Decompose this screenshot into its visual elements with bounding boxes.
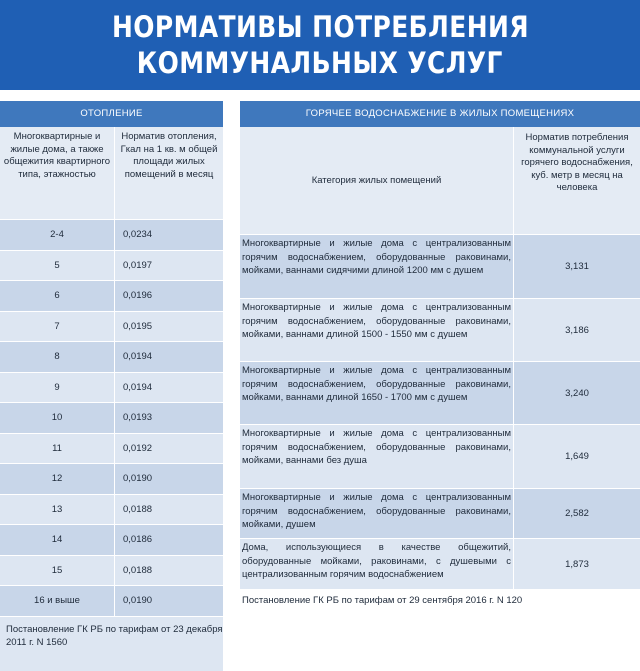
hot-water-col-category-header: Категория жилых помещений [240, 127, 514, 234]
norm-cell: 0,0194 [123, 381, 153, 393]
norm-cell: 2,582 [565, 508, 589, 519]
table-row [240, 235, 640, 299]
heating-col-norm-header: Норматив отопления, Гкал на 1 кв. м общей площади жилых помещений в месяц [120, 131, 218, 180]
table-row [240, 362, 640, 425]
norm-cell: 3,131 [565, 261, 589, 272]
norm-cell: 0,0190 [123, 473, 153, 485]
norm-cell: 3,240 [565, 387, 589, 399]
norm-cell: 0,0197 [123, 259, 153, 271]
table-row [0, 434, 223, 465]
category-cell: Многоквартирные и жилые дома с централизованным горячим водоснабжением, оборудованные раковинами, мойками, ваннами длиной 1500 - 1550 мм с душем [240, 299, 514, 361]
table-row [0, 586, 223, 617]
floors-cell: 8 [0, 342, 115, 372]
heating-rows [0, 220, 223, 617]
norm-cell: 0,0188 [123, 564, 153, 576]
page-title-line-2: КОММУНАЛЬНЫХ УСЛУГ [136, 46, 504, 80]
hot-water-column-headers [240, 127, 640, 235]
category-cell: Многоквартирные и жилые дома с централизованным горячим водоснабжением, оборудованные раковинами, мойками, ваннами сидячими длиной 1200 мм с душем [240, 235, 514, 298]
table-row [240, 425, 640, 489]
floors-cell: 5 [0, 251, 115, 281]
table-row [0, 220, 223, 251]
page-title-line-1: НОРМАТИВЫ ПОТРЕБЛЕНИЯ [111, 10, 529, 44]
floors-cell: 12 [0, 464, 115, 494]
norm-cell: 0,0193 [123, 412, 153, 424]
floors-cell: 7 [0, 312, 115, 342]
floors-cell: 10 [0, 403, 115, 433]
heating-section-header: ОТОПЛЕНИЕ [0, 101, 223, 127]
hot-water-col-norm-header: Норматив потребления коммунальной услуги горячего водоснабжения, куб. метр в месяц на человека [521, 132, 633, 193]
hot-water-table [240, 101, 640, 617]
norm-cell: 1,873 [565, 558, 589, 570]
norm-cell: 1,649 [565, 451, 589, 462]
table-row [0, 525, 223, 556]
floors-cell: 6 [0, 281, 115, 311]
table-row [0, 556, 223, 587]
floors-cell: 15 [0, 556, 115, 586]
category-cell: Многоквартирные и жилые дома с централизованным горячим водоснабжением, оборудованные раковинами, мойками, ваннами длиной 1650 - 1700 мм с душем [240, 362, 514, 424]
floors-cell: 11 [0, 434, 115, 464]
category-cell: Многоквартирные и жилые дома с централизованным горячим водоснабжением, оборудованные раковинами, мойками, душем [240, 489, 514, 538]
heating-footnote: Постановление ГК РБ по тарифам от 23 декабря 2011 г. N 1560 [0, 617, 223, 671]
heating-col-floors-header: Многоквартирные и жилые дома, а также общежития квартирного типа, этажностью [0, 127, 115, 219]
norm-cell: 0,0196 [123, 290, 153, 302]
table-row [240, 489, 640, 539]
table-row [0, 373, 223, 404]
title-banner [0, 0, 640, 90]
norm-cell: 0,0190 [123, 595, 153, 607]
hot-water-section-header: ГОРЯЧЕЕ ВОДОСНАБЖЕНИЕ В ЖИЛЫХ ПОМЕЩЕНИЯХ [240, 101, 640, 127]
norm-cell: 0,0188 [123, 503, 153, 515]
table-row [0, 281, 223, 312]
heating-table [0, 101, 223, 648]
category-cell: Многоквартирные и жилые дома с централизованным горячим водоснабжением, оборудованные раковинами, мойками, ваннами без душа [240, 425, 514, 488]
hot-water-rows [240, 235, 640, 590]
table-row [0, 251, 223, 282]
floors-cell: 13 [0, 495, 115, 525]
norm-cell: 0,0195 [123, 320, 153, 332]
hot-water-footnote: Постановление ГК РБ по тарифам от 29 сентября 2016 г. N 120 [240, 590, 640, 606]
norm-cell: 0,0192 [123, 442, 153, 454]
table-row [0, 342, 223, 373]
norm-cell: 0,0186 [123, 534, 153, 546]
table-row [0, 464, 223, 495]
table-row [0, 495, 223, 526]
heating-column-headers [0, 127, 223, 220]
floors-cell: 9 [0, 373, 115, 403]
floors-cell: 2-4 [0, 220, 115, 250]
table-row [240, 299, 640, 362]
category-cell: Дома, использующиеся в качестве общежитий, оборудованные мойками, раковинами, с душевыми с централизованным горячим водоснабжением [240, 539, 514, 589]
floors-cell: 16 и выше [0, 586, 115, 616]
norm-cell: 0,0234 [123, 229, 153, 241]
norm-cell: 3,186 [565, 324, 589, 336]
table-row [0, 312, 223, 343]
floors-cell: 14 [0, 525, 115, 555]
table-row [240, 539, 640, 590]
norm-cell: 0,0194 [123, 351, 153, 363]
table-row [0, 403, 223, 434]
